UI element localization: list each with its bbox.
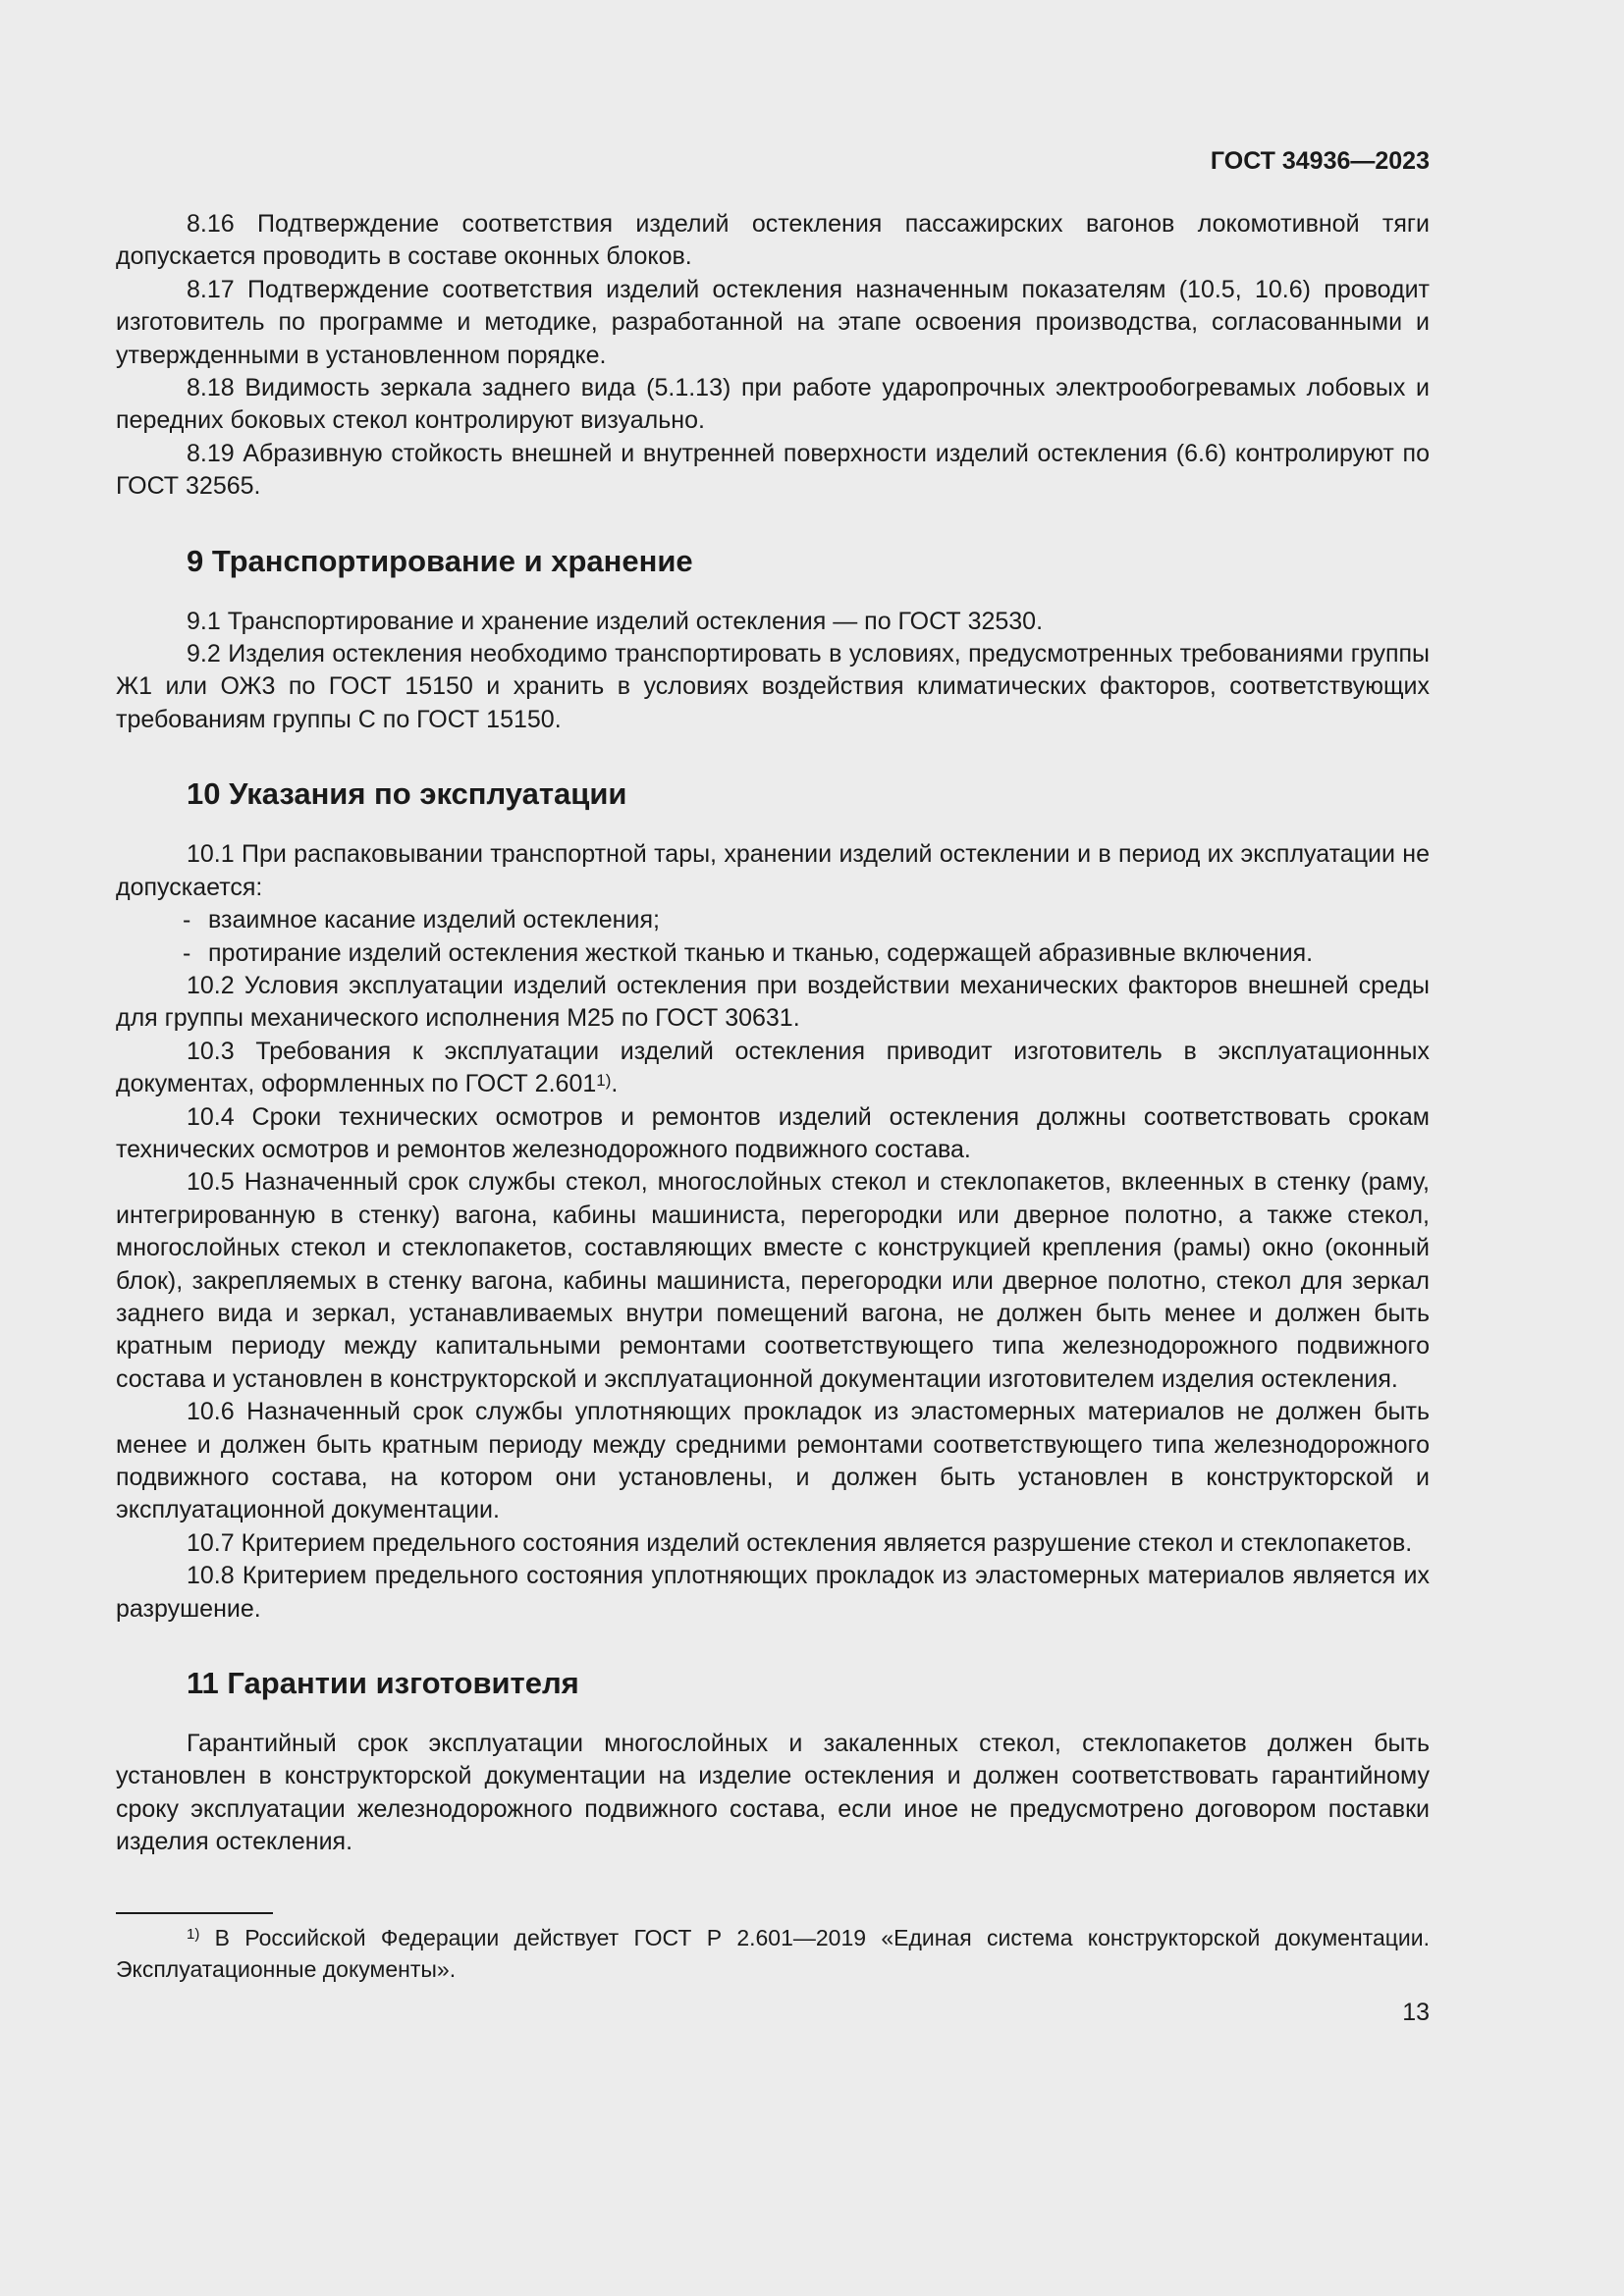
dash-marker: - [183,938,191,967]
paragraph-8-18: 8.18 Видимость зеркала заднего вида (5.1.13) при работе ударопрочных электрообогревамых лобовых и передних боковых стекол контролируют визуально. [116,374,1430,435]
paragraph-8-19: 8.19 Абразивную стойкость внешней и внутренней поверхности изделий остекления (6.6) контролируют по ГОСТ 32565. [116,439,1430,501]
document-page [116,145,1430,2028]
paragraph-9-1: 9.1 Транспортирование и хранение изделий остекления — по ГОСТ 32530. [187,607,1044,635]
footnote-text: В Российской Федерации действует ГОСТ Р 2.601—2019 «Единая система конструкторской документации. Эксплуатационные документы». [116,1924,1430,1982]
paragraph-10-8: 10.8 Критерием предельного состояния уплотняющих прокладок из эластомерных материалов является их разрушение. [116,1562,1430,1623]
paragraph-10-6: 10.6 Назначенный срок службы уплотняющих прокладок из эластомерных материалов не должен быть менее и должен быть кратным периоду между средними ремонтами соответствующего типа железнодорожного подвижного состава, на котором они установлены, и должен быть установлен в конструкторской и эксплуатационной документации. [116,1398,1430,1524]
list-item-text: протирание изделий остекления жесткой тканью и тканью, содержащей абразивные включения. [208,938,1314,967]
footnote-separator [116,1912,273,1914]
footnote [116,1922,1430,1985]
section-9-heading: 9 Транспортирование и хранение [187,543,693,578]
paragraph-11: Гарантийный срок эксплуатации многослойных и закаленных стекол, стеклопакетов должен быть установлен в конструкторской документации на изделие остекления и должен соответствовать гарантийному сроку эксплуатации железнодорожного подвижного состава, если иное не предусмотрено договором поставки изделия остекления. [116,1730,1430,1856]
paragraph-10-4: 10.4 Сроки технических осмотров и ремонтов изделий остекления должны соответствовать срокам технических осмотров и ремонтов железнодорожного подвижного состава. [116,1102,1430,1163]
page-number: 13 [1402,1998,1430,2026]
paragraph-8-17: 8.17 Подтверждение соответствия изделий остекления назначенным показателям (10.5, 10.6) проводит изготовитель по программе и методике, разработанной на этапе освоения производства, согласованными и утвержденными в установленном порядке. [116,275,1430,369]
section-11-heading: 11 Гарантии изготовителя [187,1666,579,1701]
paragraph-10-2: 10.2 Условия эксплуатации изделий остекления при воздействии механических факторов внешней среды для группы механического исполнения М25 по ГОСТ 30631. [116,971,1430,1033]
section-10-heading: 10 Указания по эксплуатации [187,776,627,812]
paragraph-8-16: 8.16 Подтверждение соответствия изделий остекления пассажирских вагонов локомотивной тяги допускается проводить в составе оконных блоков. [116,210,1430,271]
paragraph-10-7: 10.7 Критерием предельного состояния изделий остекления является разрушение стекол и стеклопакетов. [187,1528,1413,1557]
list-item [116,937,1430,970]
footnote-reference[interactable]: 1) [596,1071,612,1091]
paragraph-10-1: 10.1 При распаковывании транспортной тары, хранении изделий остеклении и в период их эксплуатации не допускается: [116,840,1430,901]
paragraph-9-2: 9.2 Изделия остекления необходимо транспортировать в условиях, предусмотренных требованиями группы Ж1 или ОЖ3 по ГОСТ 15150 и хранить в условиях воздействия климатических факторов, соответствующих требованиям группы С по ГОСТ 15150. [116,640,1430,733]
paragraph-10-3-end: . [611,1070,619,1098]
dash-marker: - [183,906,191,934]
list-item-text: взаимное касание изделий остекления; [208,906,660,934]
paragraph-10-5: 10.5 Назначенный срок службы стекол, многослойных стекол и стеклопакетов, вклеенных в стенку (раму, интегрированную в стенку) вагона, кабины машиниста, перегородки или дверное полотно, а также стекол, многослойных стекол и стеклопакетов, составляющих вместе с конструкцией крепления (рамы) окно (оконный блок), закрепляемых в стенку вагона, кабины машиниста, перегородки или дверное полотно, стекол для зеркал заднего вида и зеркал, устанавливаемых внутри помещений вагона, не должен быть менее и должен быть кратным периоду между капитальными ремонтами соответствующего типа железнодорожного подвижного состава и установлен в конструкторской и эксплуатационной документации изготовителем изделия остекления. [116,1168,1430,1393]
paragraph-10-3 [116,1036,1430,1101]
list-item [116,904,1430,936]
paragraph-10-3-text: 10.3 Требования к эксплуатации изделий остекления приводит изготовитель в эксплуатационных документах, оформленных по ГОСТ 2.601 [116,1037,1430,1098]
footnote-mark: 1) [187,1925,200,1943]
document-header: ГОСТ 34936—2023 [1210,147,1430,175]
